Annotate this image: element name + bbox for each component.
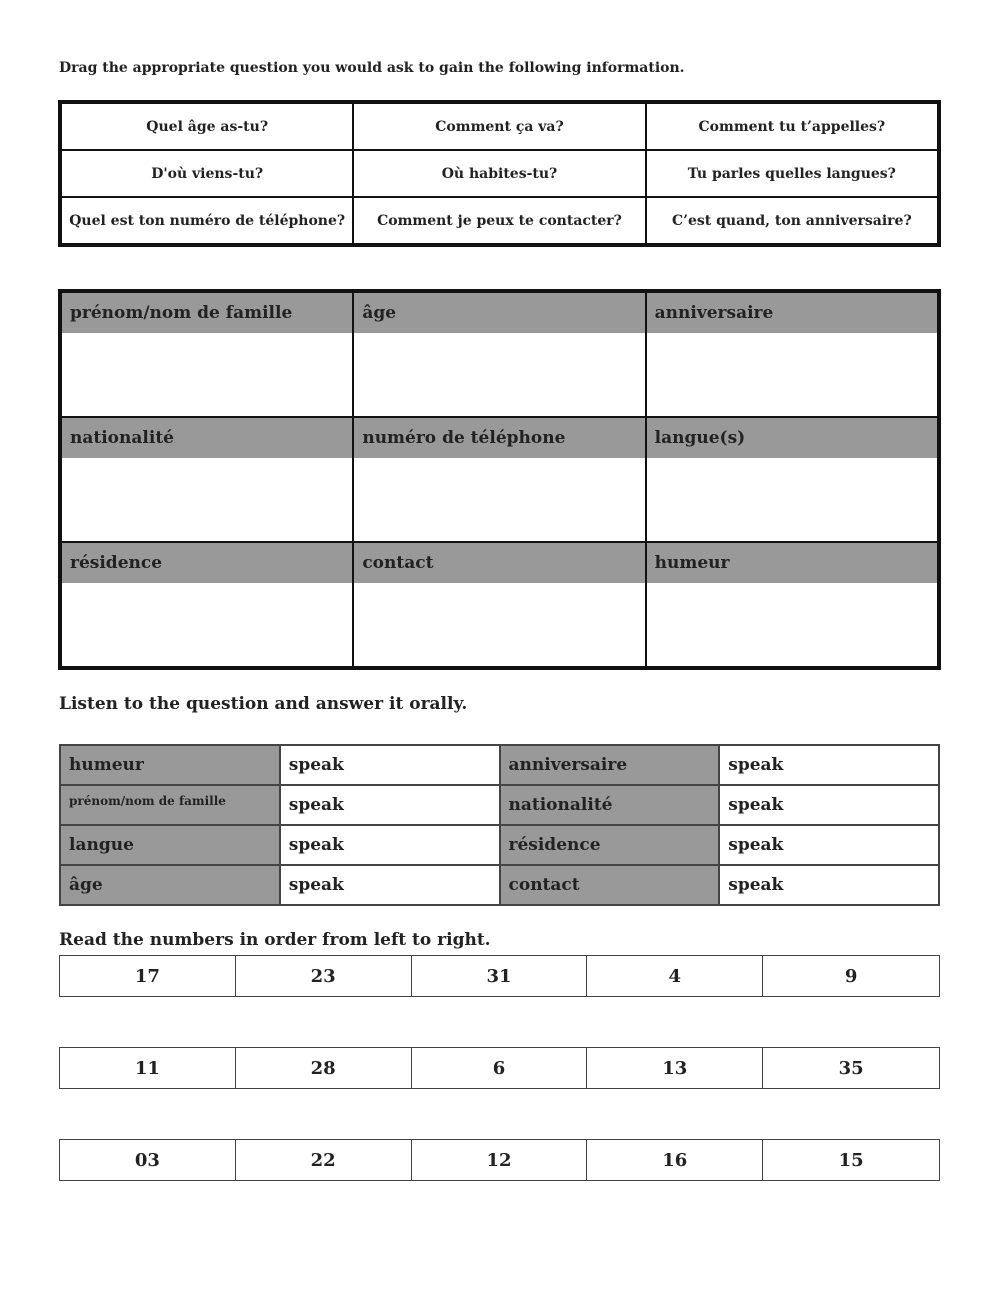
number-row xyxy=(59,955,940,997)
drop-zone[interactable] xyxy=(354,333,644,416)
speak-button[interactable]: speak xyxy=(280,745,500,785)
speak-button[interactable]: speak xyxy=(280,825,500,865)
category-cell xyxy=(646,417,938,542)
category-label: numéro de téléphone xyxy=(354,418,644,458)
number-cell: 9 xyxy=(844,965,858,987)
number-cell: 6 xyxy=(412,1048,588,1088)
draggable-question[interactable]: Tu parles quelles langues? xyxy=(646,150,938,197)
speak-label: contact xyxy=(500,865,720,905)
question-bank xyxy=(58,100,941,247)
speak-label: prénom/nom de famille xyxy=(60,785,280,825)
number-cell: 11 xyxy=(60,1048,236,1088)
draggable-question[interactable]: Comment tu t’appelles? xyxy=(646,103,938,150)
category-cell xyxy=(646,292,938,417)
speak-button[interactable]: speak xyxy=(719,745,939,785)
drop-zone[interactable] xyxy=(647,583,937,666)
drop-zone[interactable] xyxy=(354,458,644,541)
drop-zone[interactable] xyxy=(62,583,352,666)
draggable-question[interactable]: Où habites-tu? xyxy=(353,150,645,197)
number-cell: 4 xyxy=(587,956,763,996)
category-cell xyxy=(61,292,353,417)
category-cell xyxy=(353,417,645,542)
category-cell xyxy=(61,542,353,667)
number-cell: 15 xyxy=(838,1149,864,1171)
answer-grid xyxy=(58,289,941,670)
number-cell: 03 xyxy=(60,1140,236,1180)
category-cell xyxy=(61,417,353,542)
speak-label: nationalité xyxy=(500,785,720,825)
numbers-instruction: Read the numbers in order from left to right. xyxy=(59,930,491,950)
draggable-question[interactable]: Comment je peux te contacter? xyxy=(353,197,645,244)
category-cell xyxy=(353,292,645,417)
category-label: langue(s) xyxy=(647,418,937,458)
drag-instruction: Drag the appropriate question you would ask to gain the following information. xyxy=(59,60,685,76)
draggable-question[interactable]: Quel âge as-tu? xyxy=(61,103,353,150)
category-label: nationalité xyxy=(62,418,352,458)
drop-zone[interactable] xyxy=(647,333,937,416)
number-cell: 12 xyxy=(412,1140,588,1180)
drop-zone[interactable] xyxy=(647,458,937,541)
category-label: prénom/nom de famille xyxy=(62,293,352,333)
draggable-question[interactable]: D'où viens-tu? xyxy=(61,150,353,197)
category-label: âge xyxy=(354,293,644,333)
speak-label: anniversaire xyxy=(500,745,720,785)
speak-label: langue xyxy=(60,825,280,865)
number-row xyxy=(59,1047,940,1089)
category-label: contact xyxy=(354,543,644,583)
category-cell xyxy=(353,542,645,667)
speak-label: humeur xyxy=(60,745,280,785)
drop-zone[interactable] xyxy=(62,458,352,541)
drop-zone[interactable] xyxy=(62,333,352,416)
speak-label: âge xyxy=(60,865,280,905)
category-cell xyxy=(646,542,938,667)
number-cell: 13 xyxy=(587,1048,763,1088)
speak-label: résidence xyxy=(500,825,720,865)
category-label: résidence xyxy=(62,543,352,583)
draggable-question[interactable]: Comment ça va? xyxy=(353,103,645,150)
number-row xyxy=(59,1139,940,1181)
category-label: humeur xyxy=(647,543,937,583)
speak-button[interactable]: speak xyxy=(719,865,939,905)
speak-button[interactable]: speak xyxy=(280,865,500,905)
speak-button[interactable]: speak xyxy=(719,825,939,865)
number-cell: 35 xyxy=(838,1057,864,1079)
number-cell: 23 xyxy=(236,956,412,996)
speak-button[interactable]: speak xyxy=(280,785,500,825)
number-cell: 16 xyxy=(587,1140,763,1180)
category-label: anniversaire xyxy=(647,293,937,333)
number-cell: 17 xyxy=(60,956,236,996)
number-cell: 22 xyxy=(236,1140,412,1180)
draggable-question[interactable]: C’est quand, ton anniversaire? xyxy=(646,197,938,244)
drop-zone[interactable] xyxy=(354,583,644,666)
speak-button[interactable]: speak xyxy=(719,785,939,825)
listen-instruction: Listen to the question and answer it orally. xyxy=(59,694,468,714)
draggable-question[interactable]: Quel est ton numéro de téléphone? xyxy=(61,197,353,244)
number-cell: 31 xyxy=(412,956,588,996)
number-cell: 28 xyxy=(236,1048,412,1088)
speak-table xyxy=(59,744,940,906)
